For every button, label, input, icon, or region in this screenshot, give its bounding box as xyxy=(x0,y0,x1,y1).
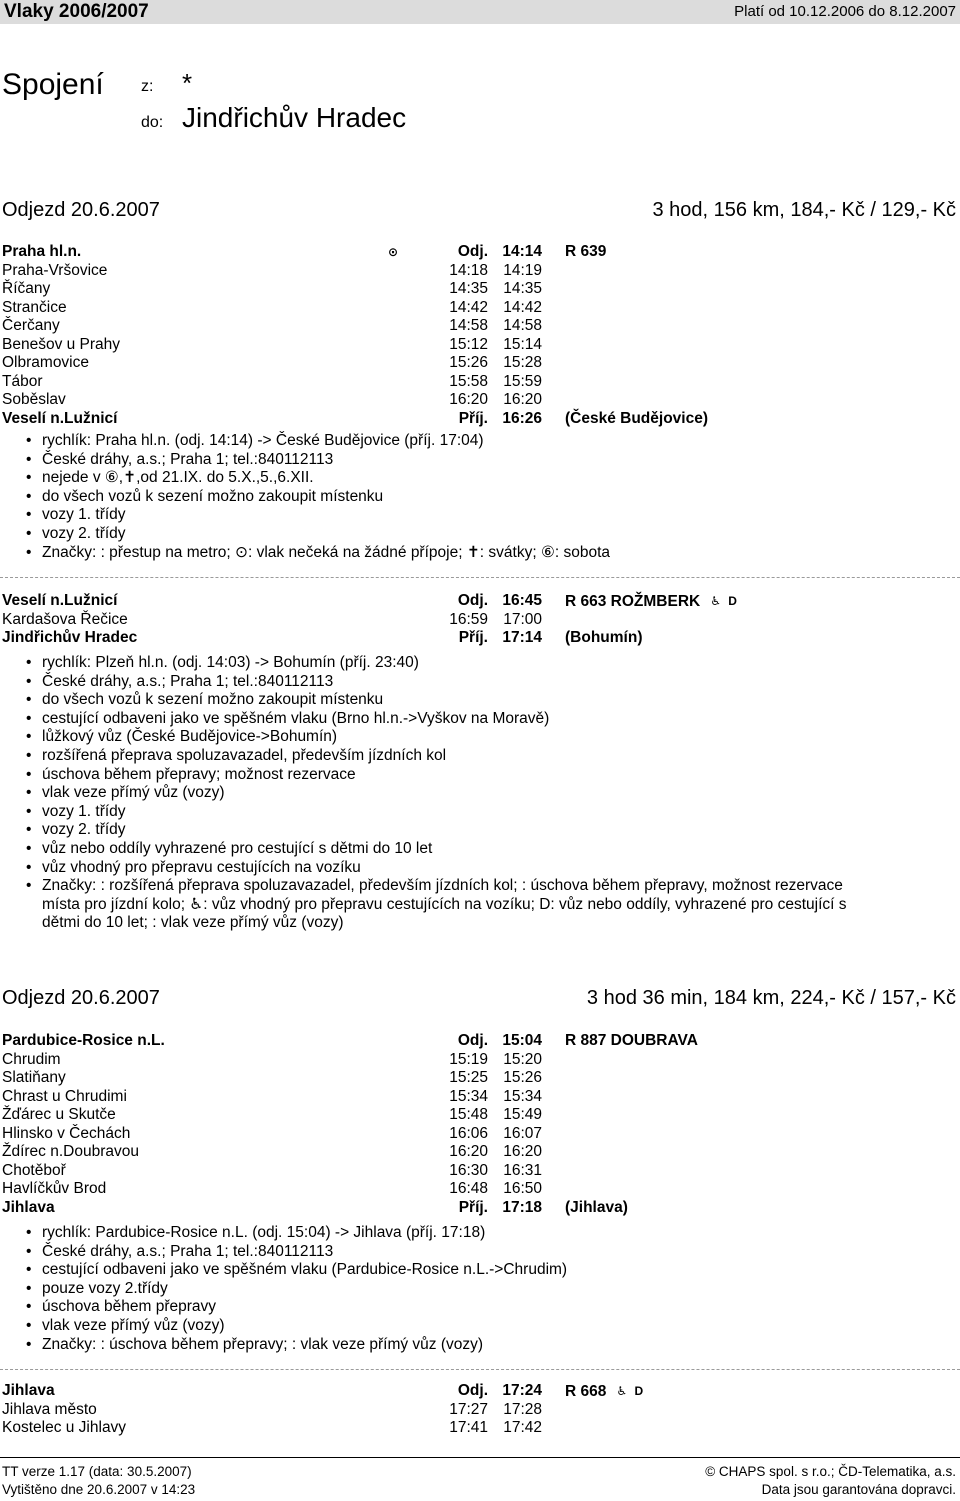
note-item: • do všech vozů k sezení možno zakoupit místenku xyxy=(0,691,960,710)
station-name: Jihlava xyxy=(2,1198,55,1216)
stop-row xyxy=(0,336,960,355)
train-label: R 639 xyxy=(565,243,607,260)
stop-row xyxy=(0,410,960,429)
stop-row xyxy=(0,280,960,299)
stop-row xyxy=(0,629,960,648)
note-item: • vozy 2. třídy xyxy=(0,821,960,840)
page-title: Spojení xyxy=(2,68,104,101)
station-name: Chrudim xyxy=(2,1050,61,1068)
stops-table xyxy=(0,592,960,648)
arrival-time: 15:34 xyxy=(449,1087,488,1105)
station-name: Havlíčkův Brod xyxy=(2,1180,107,1197)
stop-row xyxy=(0,1106,960,1125)
station-name: Kostelec u Jihlavy xyxy=(2,1419,127,1436)
departure-time: 14:14 xyxy=(502,243,542,260)
note-item: • vozy 1. třídy xyxy=(0,506,960,525)
note-item: • České dráhy, a.s.; Praha 1; tel.:840112113 xyxy=(0,451,960,470)
arrival-time: 15:12 xyxy=(449,335,488,353)
station-name: Chotěboř xyxy=(2,1161,66,1179)
arrival-time: 15:19 xyxy=(449,1050,488,1068)
departure-time: 15:26 xyxy=(503,1069,542,1086)
train-label: (České Budějovice) xyxy=(565,409,708,427)
departure-time: 17:42 xyxy=(503,1419,542,1436)
arrival-time: 14:35 xyxy=(449,280,488,297)
stop-row xyxy=(0,592,960,611)
station-name: Chrast u Chrudimi xyxy=(2,1087,127,1105)
stops-table xyxy=(0,243,960,428)
stop-row xyxy=(0,1125,960,1144)
station-name: Veselí n.Lužnicí xyxy=(2,592,118,609)
train-notes xyxy=(0,1224,960,1354)
note-item: • rychlík: Plzeň hl.n. (odj. 14:03) -> Bohumín (příj. 23:40) xyxy=(0,654,960,673)
station-name: Veselí n.Lužnicí xyxy=(2,409,118,427)
note-item: místa pro jízdní kolo; ♿: vůz vhodný pro přepravu cestujících na vozíku; D: vůz nebo oddíly, vyhrazené pro cestující s xyxy=(42,895,847,913)
station-name: Tábor xyxy=(2,372,43,390)
departure-time: 17:14 xyxy=(502,629,542,646)
arrival-time: Odj. xyxy=(457,592,488,609)
stop-row xyxy=(0,299,960,318)
stop-row xyxy=(0,1088,960,1107)
departure-time: 16:07 xyxy=(503,1124,542,1142)
train-notes xyxy=(0,432,960,562)
train-symbols: ♿ D xyxy=(710,594,739,608)
footer-divider xyxy=(0,1457,960,1458)
footer-guarantee: Data jsou garantována dopravci. xyxy=(761,1482,956,1497)
transfer-separator xyxy=(0,1369,960,1370)
train-symbols: ♿ D xyxy=(616,1384,646,1398)
departure-time: 17:24 xyxy=(502,1382,542,1399)
note-item: • úschova během přepravy; možnost rezervace xyxy=(0,766,960,785)
arrival-time: 15:48 xyxy=(449,1106,488,1123)
stop-row xyxy=(0,1419,960,1438)
arrival-time: 16:20 xyxy=(449,1143,488,1160)
train-number xyxy=(565,243,606,262)
departure-time: 17:18 xyxy=(502,1198,542,1216)
stop-row xyxy=(0,391,960,410)
to-value: Jindřichův Hradec xyxy=(182,102,407,133)
departure-time: 15:59 xyxy=(503,372,542,390)
stop-row xyxy=(0,1032,960,1051)
station-name: Praha-Vršovice xyxy=(2,261,108,279)
station-name: Hlinsko v Čechách xyxy=(2,1124,131,1142)
train-label: R 668 xyxy=(565,1383,607,1400)
arrival-time: 16:48 xyxy=(449,1180,488,1197)
train-notes xyxy=(0,654,960,933)
note-item: • do všech vozů k sezení možno zakoupit místenku xyxy=(0,488,960,507)
arrival-time: Příj. xyxy=(458,629,488,646)
train-number xyxy=(565,592,739,612)
train-label: (Bohumín) xyxy=(565,629,643,646)
note-item: dětmi do 10 let; : vlak veze přímý vůz (vozy) xyxy=(42,914,344,932)
departure-time: 14:35 xyxy=(503,280,542,297)
footer-printed: Vytištěno dne 20.6.2007 v 14:23 xyxy=(2,1482,196,1497)
arrival-time: Příj. xyxy=(458,1198,488,1216)
stop-row xyxy=(0,1382,960,1401)
train-label: R 887 DOUBRAVA xyxy=(565,1032,698,1049)
stops-table xyxy=(0,1032,960,1217)
note-item: • rychlík: Pardubice-Rosice n.L. (odj. 15:04) -> Jihlava (příj. 17:18) xyxy=(0,1224,960,1243)
stop-row xyxy=(0,243,960,262)
train-number xyxy=(565,1382,645,1402)
arrival-time: 15:58 xyxy=(449,372,488,390)
to-label: do: xyxy=(141,114,164,131)
station-name: Jihlava xyxy=(2,1382,55,1399)
arrival-time: 15:25 xyxy=(449,1069,488,1086)
station-name: Ždírec n.Doubravou xyxy=(2,1143,139,1160)
note-item: • nejede v ⑥,✝,od 21.IX. do 5.X.,5.,6.XII. xyxy=(0,469,960,488)
note-item: • úschova během přepravy xyxy=(0,1298,960,1317)
stops-table xyxy=(0,1382,960,1438)
arrival-time: 16:30 xyxy=(449,1161,488,1179)
connection-summary: 3 hod 36 min, 184 km, 224,- Kč / 157,- Kč xyxy=(586,987,956,1009)
stop-row xyxy=(0,1199,960,1218)
train-number xyxy=(565,629,642,648)
departure-time: 14:42 xyxy=(503,298,542,316)
station-name: Jindřichův Hradec xyxy=(2,629,138,646)
arrival-time: 15:26 xyxy=(449,354,488,371)
note-item: • cestující odbaveni jako ve spěšném vlaku (Pardubice-Rosice n.L.->Chrudim) xyxy=(0,1261,960,1280)
arrival-time: 17:27 xyxy=(449,1400,488,1418)
no-wait-icon: ⊙ xyxy=(388,245,399,259)
station-name: Žďárec u Skutče xyxy=(2,1106,116,1123)
arrival-time: 14:42 xyxy=(449,298,488,316)
note-item: • České dráhy, a.s.; Praha 1; tel.:840112113 xyxy=(0,673,960,692)
stop-row xyxy=(0,317,960,336)
station-name: Olbramovice xyxy=(2,354,89,371)
validity-range: Platí od 10.12.2006 do 8.12.2007 xyxy=(734,3,956,20)
note-item: • vlak veze přímý vůz (vozy) xyxy=(0,1317,960,1336)
arrival-time: 16:20 xyxy=(449,391,488,408)
departure-time: 15:34 xyxy=(503,1087,542,1105)
departure-time: 14:58 xyxy=(503,317,542,334)
departure-time: 16:26 xyxy=(502,409,542,427)
stop-row xyxy=(0,1143,960,1162)
departure-time: 16:20 xyxy=(503,391,542,408)
departure-time: 15:04 xyxy=(502,1032,542,1049)
stop-row xyxy=(0,262,960,281)
note-item: • vlak veze přímý vůz (vozy) xyxy=(0,784,960,803)
from-label: z: xyxy=(141,78,154,95)
departure-time: 16:20 xyxy=(503,1143,542,1160)
departure-time: 15:49 xyxy=(503,1106,542,1123)
departure-date: Odjezd 20.6.2007 xyxy=(2,199,160,221)
arrival-time: Odj. xyxy=(457,243,488,260)
stop-row xyxy=(0,354,960,373)
arrival-time: Příj. xyxy=(458,409,488,427)
note-item: • České dráhy, a.s.; Praha 1; tel.:840112113 xyxy=(0,1243,960,1262)
note-item: • Značky: : rozšířená přeprava spoluzavazadel, především jízdních kol; : úschova během přepravy, možnost rezervace xyxy=(0,877,960,896)
footer-copyright: © CHAPS spol. s r.o.; ČD-Telematika, a.s. xyxy=(705,1464,956,1479)
note-item: • Značky: : úschova během přepravy; : vlak veze přímý vůz (vozy) xyxy=(0,1336,960,1355)
from-value: * xyxy=(182,68,193,98)
station-name: Čerčany xyxy=(2,317,60,334)
stop-row xyxy=(0,611,960,630)
note-item: • vozy 1. třídy xyxy=(0,803,960,822)
train-label: R 663 ROŽMBERK xyxy=(565,593,701,610)
station-name: Jihlava město xyxy=(2,1400,97,1418)
footer-version: TT verze 1.17 (data: 30.5.2007) xyxy=(2,1464,192,1479)
train-number xyxy=(565,1032,698,1051)
train-number xyxy=(565,410,708,429)
departure-time: 15:14 xyxy=(503,335,542,353)
departure-time: 16:45 xyxy=(502,592,542,609)
timetable-title: Vlaky 2006/2007 xyxy=(4,1,149,22)
note-item: • Značky: : přestup na metro; ⊙: vlak nečeká na žádné přípoje; ✝: svátky; ⑥: sobota xyxy=(0,544,960,563)
note-item: • rychlík: Praha hl.n. (odj. 14:14) -> České Budějovice (příj. 17:04) xyxy=(0,432,960,451)
departure-time: 17:00 xyxy=(503,610,542,628)
station-name: Slatiňany xyxy=(2,1069,66,1086)
station-name: Benešov u Prahy xyxy=(2,335,121,353)
arrival-time: 17:41 xyxy=(449,1419,488,1436)
header-bar xyxy=(0,0,960,24)
stop-row xyxy=(0,1162,960,1181)
departure-time: 15:28 xyxy=(503,354,542,371)
station-name: Pardubice-Rosice n.L. xyxy=(2,1032,165,1049)
departure-date: Odjezd 20.6.2007 xyxy=(2,987,160,1009)
transfer-separator xyxy=(0,577,960,578)
note-item: • pouze vozy 2.třídy xyxy=(0,1280,960,1299)
note-item: • lůžkový vůz (České Budějovice->Bohumín) xyxy=(0,728,960,747)
stop-row xyxy=(0,1069,960,1088)
stop-row xyxy=(0,373,960,392)
note-item: • cestující odbaveni jako ve spěšném vlaku (Brno hl.n.->Vyškov na Moravě) xyxy=(0,710,960,729)
stop-row xyxy=(0,1401,960,1420)
train-label: (Jihlava) xyxy=(565,1198,628,1216)
arrival-time: 14:58 xyxy=(449,317,488,334)
train-number xyxy=(565,1199,628,1218)
note-item: • rozšířená přeprava spoluzavazadel, především jízdních kol xyxy=(0,747,960,766)
station-name: Kardašova Řečice xyxy=(2,610,128,628)
arrival-time: Odj. xyxy=(457,1382,488,1399)
station-name: Praha hl.n. xyxy=(2,243,82,260)
station-name: Strančice xyxy=(2,298,67,316)
arrival-time: Odj. xyxy=(457,1032,488,1049)
stop-row xyxy=(0,1051,960,1070)
departure-time: 16:31 xyxy=(503,1161,542,1179)
arrival-time: 16:06 xyxy=(449,1124,488,1142)
departure-time: 16:50 xyxy=(503,1180,542,1197)
departure-time: 15:20 xyxy=(503,1050,542,1068)
station-name: Soběslav xyxy=(2,391,66,408)
note-item: • vůz vhodný pro přepravu cestujících na vozíku xyxy=(0,859,960,878)
note-item: • vůz nebo oddíly vyhrazené pro cestující s dětmi do 10 let xyxy=(0,840,960,859)
departure-time: 14:19 xyxy=(503,261,542,279)
connection-summary: 3 hod, 156 km, 184,- Kč / 129,- Kč xyxy=(652,199,956,221)
note-item: • vozy 2. třídy xyxy=(0,525,960,544)
station-name: Říčany xyxy=(2,280,51,297)
stop-row xyxy=(0,1180,960,1199)
departure-time: 17:28 xyxy=(503,1400,542,1418)
arrival-time: 14:18 xyxy=(449,261,488,279)
arrival-time: 16:59 xyxy=(449,610,488,628)
